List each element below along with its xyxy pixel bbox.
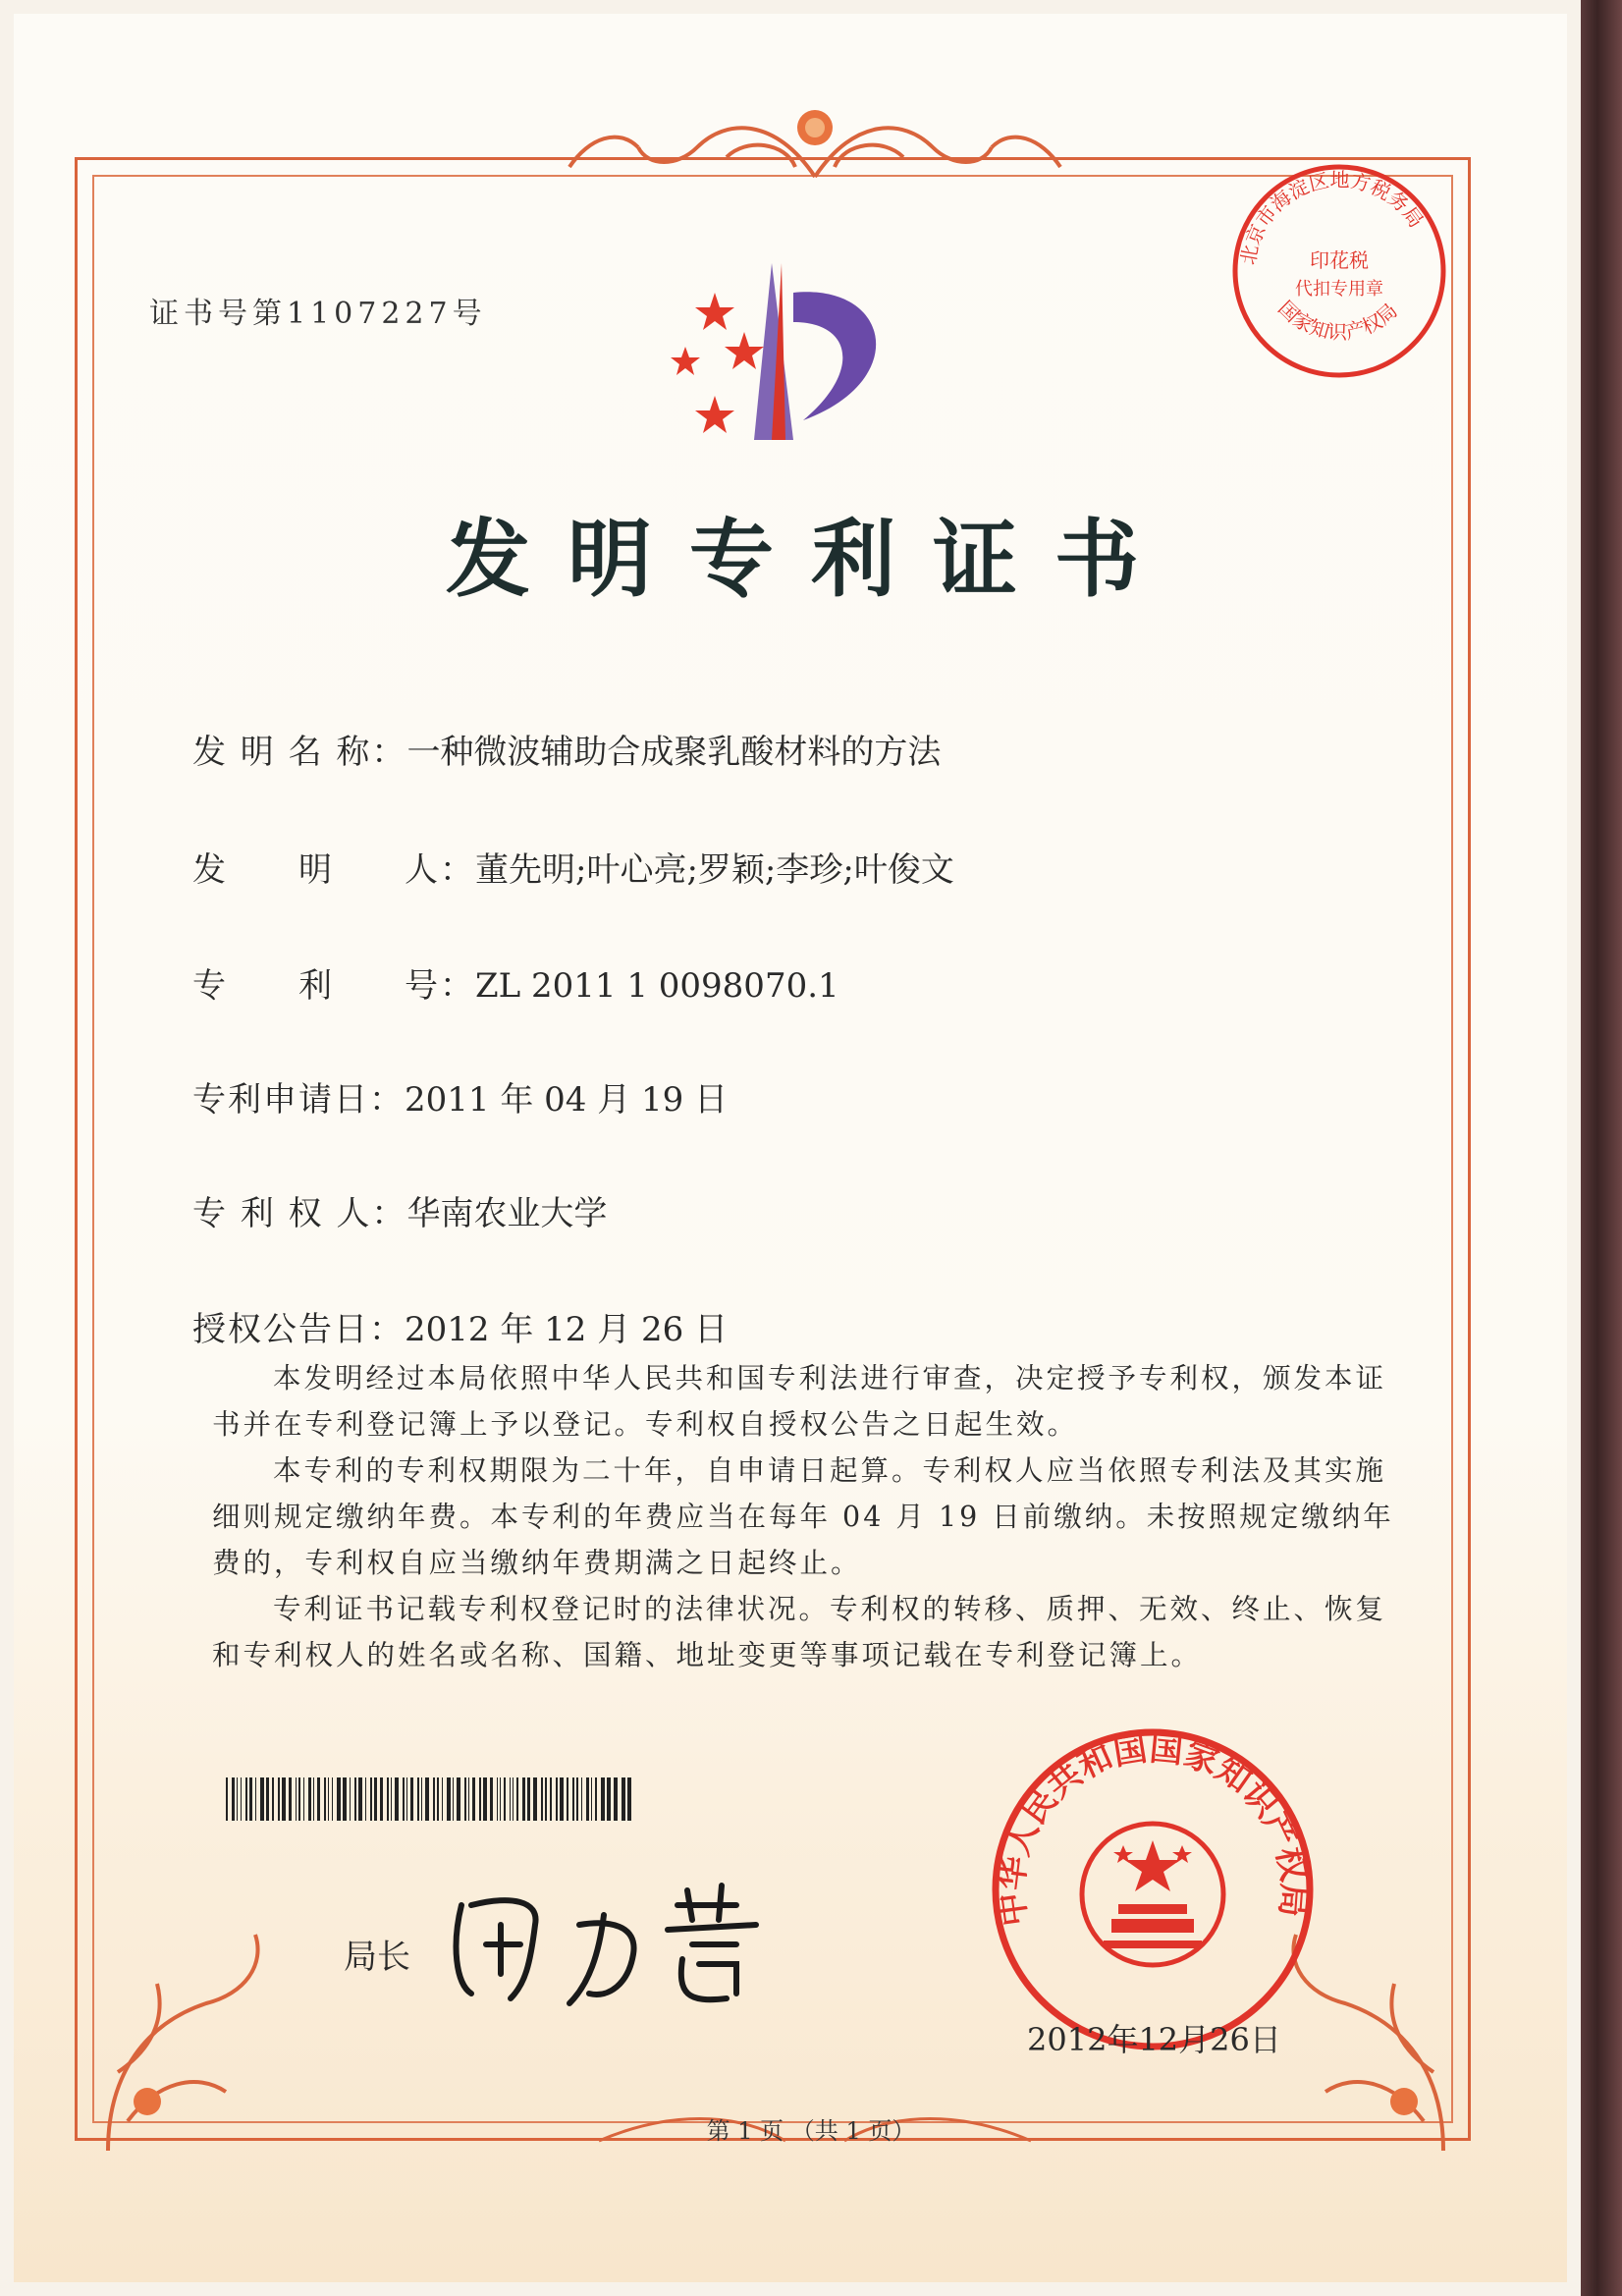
barcode-bar (328, 1777, 329, 1821)
barcode-bar (421, 1777, 422, 1821)
barcode-bar (490, 1777, 493, 1821)
barcode-bar (226, 1777, 228, 1821)
body-paragraph-2: 本专利的专利权期限为二十年，自申请日起算。专利权人应当依照专利法及其实施细则规定缴纳年费。本专利的年费应当在每年 04 月 19 日前缴纳。未按照规定缴纳年费的，专利权自应当缴纳年费期满之日起终止。 (212, 1454, 1394, 1579)
barcode-bar (350, 1777, 351, 1821)
barcode-bar (249, 1777, 252, 1821)
barcode-bar (622, 1777, 625, 1821)
office-seal (986, 1722, 1320, 2056)
barcode-bar (513, 1777, 514, 1821)
barcode-bar (308, 1777, 311, 1821)
barcode-bar (533, 1777, 537, 1821)
barcode-bar (374, 1777, 377, 1821)
body-paragraph-1: 本发明经过本局依照中华人民共和国专利法进行审查，决定授予专利权，颁发本证书并在专利登记簿上予以登记。专利权自授权公告之日起生效。 (212, 1362, 1387, 1441)
patentee-row (192, 1186, 607, 1234)
barcode-bar (572, 1777, 574, 1821)
barcode-bar (278, 1777, 280, 1821)
barcode-bar (282, 1777, 286, 1821)
barcode-bar (403, 1777, 405, 1821)
barcode-bar (479, 1777, 481, 1821)
barcode-bar (406, 1777, 407, 1821)
barcode-bar (232, 1777, 235, 1821)
barcode-bar (298, 1777, 300, 1821)
barcode-bar (447, 1777, 451, 1821)
barcode-bar (614, 1777, 618, 1821)
patent-office-logo (656, 253, 921, 450)
filing-date-label: 专利申请日： (192, 1080, 405, 1120)
grant-date-value: 2012 年 12 月 26 日 (405, 1310, 729, 1349)
patent-number-value: ZL 2011 1 0098070.1 (475, 966, 839, 1006)
barcode-bar (522, 1777, 525, 1821)
tax-seal (1225, 157, 1453, 385)
certificate-body (212, 1355, 1400, 1678)
inventors-label: 发 明 人： (192, 850, 475, 890)
barcode-bar (365, 1777, 366, 1821)
certificate-number: 证书号第1107227号 (149, 297, 487, 331)
patentee-value: 华南农业大学 (406, 1194, 608, 1233)
barcode-bar (296, 1777, 297, 1821)
barcode-bar (545, 1777, 547, 1821)
barcode-bar (567, 1777, 568, 1821)
barcode-bar (324, 1777, 326, 1821)
barcode-bar (607, 1777, 611, 1821)
barcode-bar (313, 1777, 314, 1821)
barcode-bar (550, 1777, 552, 1821)
filing-date-row (192, 1072, 728, 1121)
svg-text:中华人民共和国国家知识产权局 (992, 1729, 1314, 1929)
barcode-bar (417, 1777, 419, 1821)
barcode-bar (303, 1777, 304, 1821)
barcode-bar (468, 1777, 469, 1821)
barcode-bar (442, 1777, 443, 1821)
barcode-bar (601, 1777, 605, 1821)
barcode-bar (255, 1777, 256, 1821)
barcode-bar (245, 1777, 247, 1821)
barcode-bar (433, 1777, 435, 1821)
inventors-row (192, 843, 954, 891)
barcode-bar (337, 1777, 341, 1821)
issue-date: 2012年12月26日 (1027, 2021, 1281, 2058)
barcode-bar (260, 1777, 264, 1821)
invention-name-value: 一种微波辅助合成聚乳酸材料的方法 (406, 733, 942, 772)
body-paragraph-3: 专利证书记载专利权登记时的法律状况。专利权的转移、质押、无效、终止、恢复和专利权人的姓名或名称、国籍、地址变更等事项记载在专利登记簿上。 (212, 1593, 1387, 1671)
barcode-bar (464, 1777, 466, 1821)
barcode-bar (272, 1777, 274, 1821)
barcode-bar (483, 1777, 487, 1821)
barcode-bar (500, 1777, 501, 1821)
barcode-bar (595, 1777, 597, 1821)
grant-date-label: 授权公告日： (192, 1310, 405, 1349)
barcode-bar (237, 1777, 238, 1821)
barcode-bar (556, 1777, 558, 1821)
barcode-bar (504, 1777, 506, 1821)
barcode-bar (395, 1777, 399, 1821)
svg-text:国家知识产权局 (1273, 296, 1402, 344)
tax-seal-bottom-text: 国家知识产权局 (1273, 296, 1402, 345)
barcode-bar (453, 1777, 454, 1821)
top-ornament (530, 98, 1100, 196)
office-seal-text: 中华人民共和国国家知识产权局 (992, 1728, 1314, 1929)
barcode-bar (497, 1777, 498, 1821)
barcode-bar (358, 1777, 362, 1821)
director-signature (442, 1866, 795, 2023)
barcode-bar (332, 1777, 333, 1821)
certificate-title: 发明专利证书 (446, 510, 1176, 609)
barcode-bar (586, 1777, 589, 1821)
barcode-bar (581, 1777, 582, 1821)
barcode-bar (317, 1777, 320, 1821)
barcode-bar (576, 1777, 578, 1821)
barcode-bar (457, 1777, 460, 1821)
barcode-bar (472, 1777, 475, 1821)
scan-edge (1581, 0, 1622, 2296)
barcode-bar (241, 1777, 242, 1821)
director-label: 局长 (344, 1938, 410, 1977)
patentee-label: 专 利 权 人： (192, 1194, 407, 1233)
page-indicator: 第 1 页 （共 1 页） (706, 2117, 916, 2145)
barcode-bar (425, 1777, 429, 1821)
barcode-bar (370, 1777, 372, 1821)
barcode-bar (266, 1777, 269, 1821)
barcode-bar (560, 1777, 564, 1821)
filing-date-value: 2011 年 04 月 19 日 (405, 1080, 729, 1120)
barcode-bar (591, 1777, 592, 1821)
barcode-bar (541, 1777, 543, 1821)
inventors-value: 董先明;叶心亮;罗颖;李珍;叶俊文 (475, 850, 954, 890)
barcode-bar (410, 1777, 413, 1821)
barcode-bar (343, 1777, 347, 1821)
barcode-bar (289, 1777, 292, 1821)
barcode-bar (516, 1777, 518, 1821)
barcode-bar (380, 1777, 383, 1821)
tax-seal-outer-text: 北京市海淀区地方税务局 (1235, 167, 1429, 267)
tax-seal-line-1: 印花税 (1310, 248, 1369, 272)
barcode-bar (354, 1777, 356, 1821)
barcode-bar (391, 1777, 392, 1821)
patent-number-label: 专 利 号： (192, 966, 475, 1006)
tax-seal-line-2: 代扣专用章 (1295, 279, 1383, 300)
invention-name-row (192, 725, 941, 773)
barcode-bar (387, 1777, 389, 1821)
patent-number-row (192, 958, 839, 1007)
grant-date-row (192, 1302, 728, 1350)
barcode-bar (527, 1777, 530, 1821)
barcode-bar (510, 1777, 511, 1821)
barcode (226, 1777, 638, 1821)
barcode-bar (627, 1777, 631, 1821)
invention-name-label: 发 明 名 称： (192, 733, 407, 772)
barcode-bar (437, 1777, 439, 1821)
